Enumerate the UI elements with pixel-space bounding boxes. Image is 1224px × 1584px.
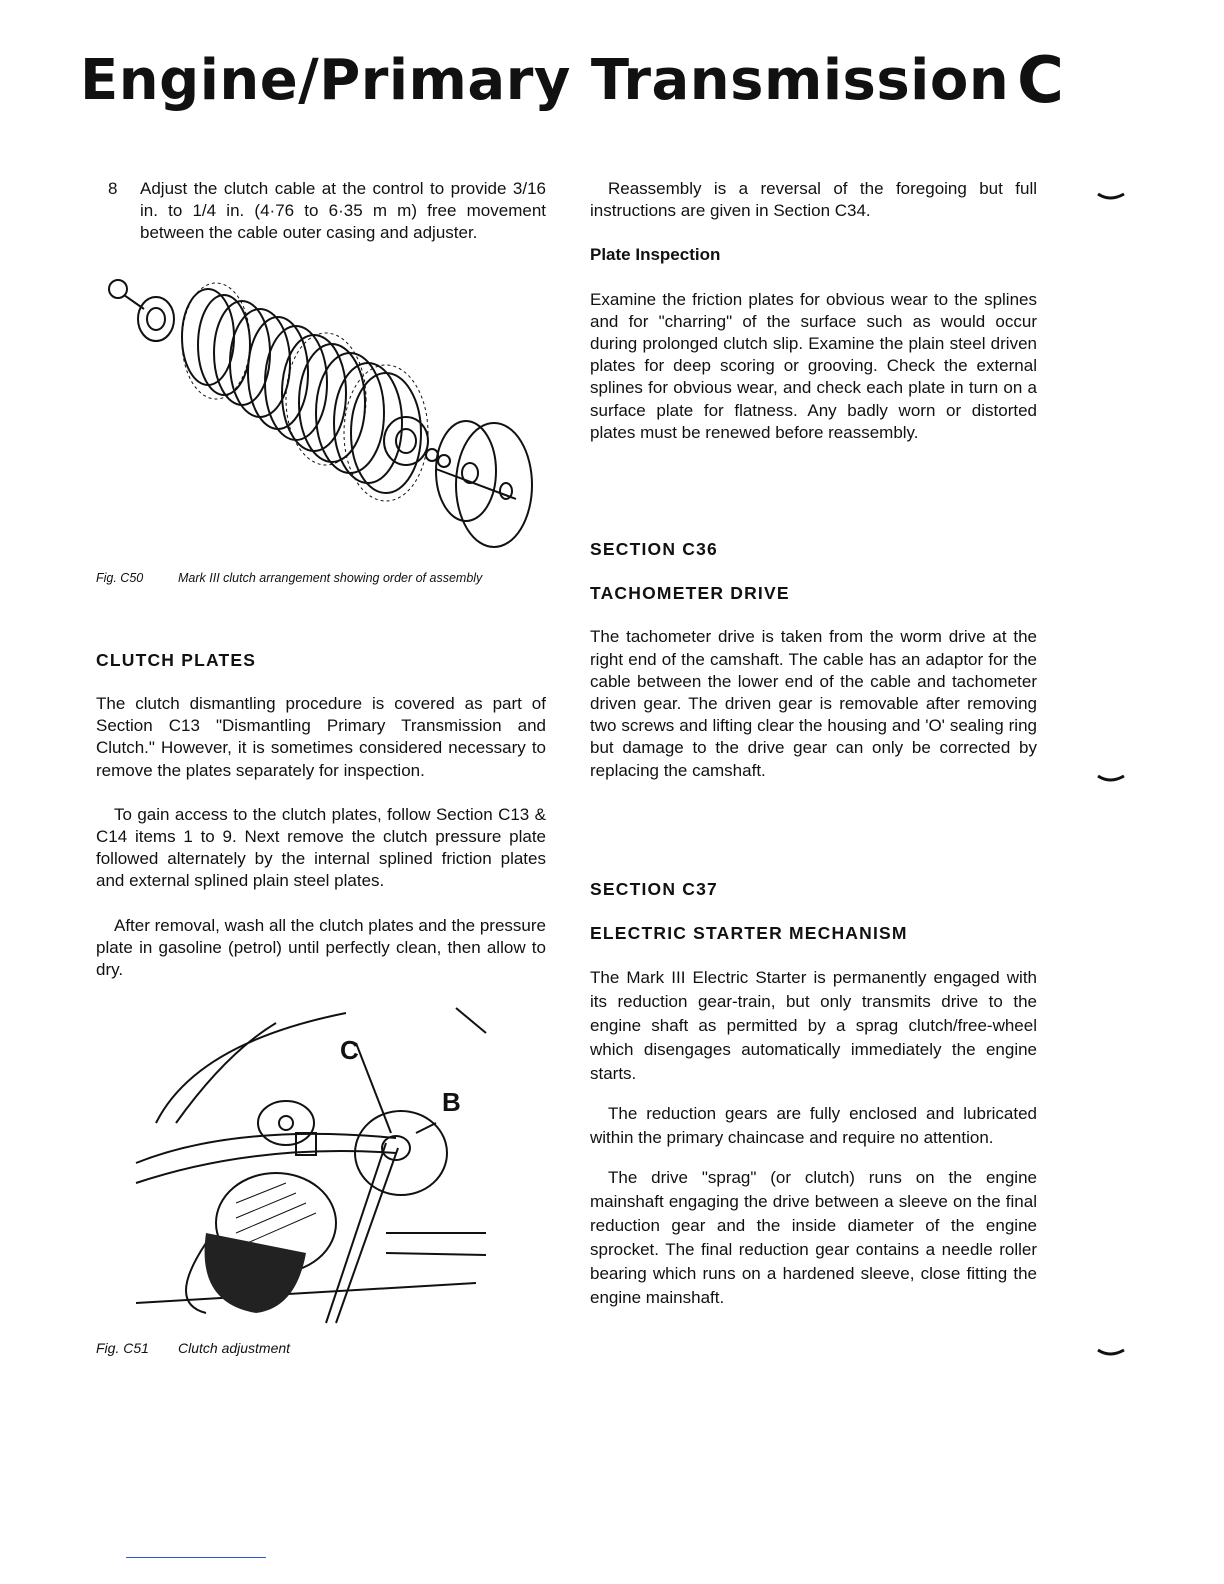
step-number: 8 bbox=[108, 179, 118, 198]
clutch-plates-heading: CLUTCH PLATES bbox=[96, 649, 257, 670]
figure-c51-caption bbox=[96, 1337, 546, 1359]
figure-c51 bbox=[96, 1003, 546, 1333]
figure-caption: Clutch adjustment bbox=[178, 1340, 291, 1357]
paragraph: The reduction gears are fully enclosed and lubricated within the primary chaincase and require no attention. bbox=[590, 1104, 1037, 1148]
reassembly-paragraph: Reassembly is a reversal of the foregoing but full instructions are given in Section C34. bbox=[590, 179, 1037, 221]
bottom-rule bbox=[126, 1557, 266, 1558]
plate-inspection-heading: Plate Inspection bbox=[590, 245, 721, 265]
label-c: C bbox=[340, 1035, 359, 1066]
margin-mark bbox=[1096, 1346, 1126, 1360]
paragraph: The clutch dismantling procedure is covered as part of Section C13 "Dismantling Primary Transmission and Clutch." However, it is sometimes considered necessary to remove the plates separately for inspection. bbox=[96, 694, 546, 780]
electric-starter-heading: ELECTRIC STARTER MECHANISM bbox=[590, 923, 908, 944]
step-8 bbox=[108, 178, 546, 245]
section-c37-heading: SECTION C37 bbox=[590, 878, 718, 899]
clutch-exploded-figure bbox=[96, 259, 546, 559]
step-text: Adjust the clutch cable at the control to provide 3/16 in. to 1/4 in. (4·76 to 6·35 m m) free movement between the cable outer casing and adjuster. bbox=[140, 179, 546, 243]
paragraph: After removal, wash all the clutch plates and the pressure plate in gasoline (petrol) until perfectly clean, then allow to dry. bbox=[96, 915, 546, 980]
paragraph: The drive "sprag" (or clutch) runs on the engine mainshaft engaging the drive between a sleeve on the final reduction gear and the inside diameter of the engine sprocket. The final reduction gear contains a needle roller bearing which runs on a hardened sleeve, close fitting the engine mainshaft. bbox=[590, 1168, 1037, 1308]
section-c36-heading: SECTION C36 bbox=[590, 539, 718, 560]
paragraph: To gain access to the clutch plates, follow Section C13 & C14 items 1 to 9. Next remove the clutch pressure plate followed alternately by the internal splined friction plates and external splined plain steel plates. bbox=[96, 804, 546, 891]
right-column bbox=[590, 178, 1037, 1310]
paragraph: The Mark III Electric Starter is permanently engaged with its reduction gear-train, but only transmits drive to the engine shaft as permitted by a sprag clutch/free-wheel which disengages automatically immediately the engine starts. bbox=[590, 968, 1037, 1084]
figure-caption: Mark III clutch arrangement showing order of assembly bbox=[178, 570, 483, 585]
paragraph: Examine the friction plates for obvious wear to the splines and for "charring" of the surface such as would occur during prolonged clutch slip. Examine the plain steel driven plates for deep scoring or grooving. Check the external splines for obvious wear, and check each plate in turn on a surface plate for flatness. Any badly worn or distorted plates must be renewed before reassembly. bbox=[590, 289, 1037, 442]
figure-c50-caption bbox=[96, 567, 546, 589]
left-column bbox=[96, 178, 546, 1359]
margin-mark bbox=[1096, 190, 1126, 204]
page-title: Engine/Primary Transmission bbox=[80, 48, 1010, 113]
clutch-adjustment-figure bbox=[96, 1003, 546, 1333]
label-b: B bbox=[442, 1087, 461, 1118]
section-letter: C bbox=[1017, 44, 1064, 118]
figure-number: Fig. C50 bbox=[96, 570, 144, 585]
tachometer-drive-heading: TACHOMETER DRIVE bbox=[590, 583, 790, 604]
figure-number: Fig. C51 bbox=[96, 1340, 149, 1357]
margin-mark bbox=[1096, 772, 1126, 786]
paragraph: The tachometer drive is taken from the worm drive at the right end of the camshaft. The cable has an adaptor for the cable between the lower end of the cable and tachometer driven gear. The driven gear is removable after removing two screws and lifting clear the housing and 'O' sealing ring but damage to the drive gear can only be corrected by replacing the camshaft. bbox=[590, 627, 1037, 780]
